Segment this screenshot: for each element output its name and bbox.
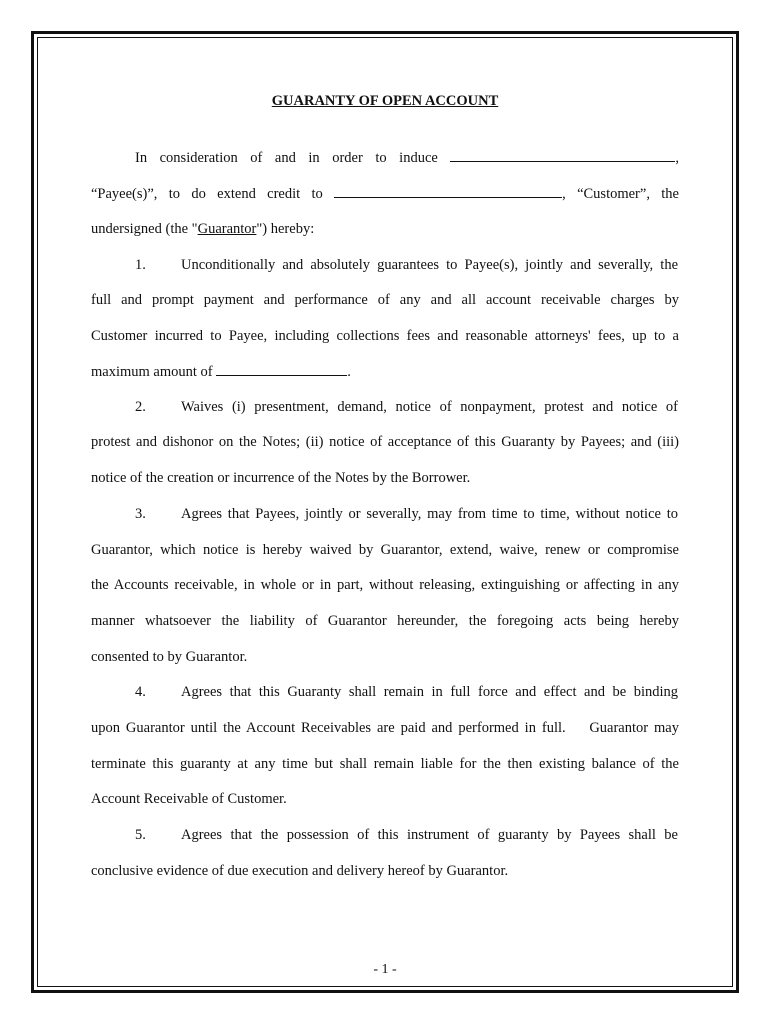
item-1-line-1: 1. Unconditionally and absolutely guarantees to Payee(s), jointly and severally, the — [135, 257, 678, 273]
item-3-line-5: consented to by Guarantor. — [91, 649, 248, 665]
item-number: 2. — [135, 399, 146, 415]
item-number: 3. — [135, 506, 146, 522]
maximum-amount-blank-field[interactable] — [216, 362, 347, 376]
intro-line-2: “Payee(s)”, to do extend credit to , “Customer”, the — [91, 186, 679, 202]
item-5-line-1: 5. Agrees that the possession of this instrument of guaranty by Payees shall be — [135, 827, 678, 843]
item-1-line-3: Customer incurred to Payee, including collections fees and reasonable attorneys' fees, up to a — [91, 328, 679, 344]
document-title: GUARANTY OF OPEN ACCOUNT — [271, 93, 499, 109]
item-2-line-3: notice of the creation or incurrence of the Notes by the Borrower. — [91, 470, 471, 486]
customer-blank-field[interactable] — [334, 184, 562, 198]
item-3-line-4: manner whatsoever the liability of Guarantor hereunder, the foregoing acts being hereby — [91, 613, 679, 629]
item-number: 1. — [135, 257, 146, 273]
item-3-line-1: 3. Agrees that Payees, jointly or severally, may from time to time, without notice to — [135, 506, 678, 522]
item-1-line-2: full and prompt payment and performance of any and all account receivable charges by — [91, 292, 679, 308]
item-4-line-4: Account Receivable of Customer. — [91, 791, 287, 807]
item-2-line-1: 2. Waives (i) presentment, demand, notice of nonpayment, protest and notice of — [135, 399, 678, 415]
item-4-line-3: terminate this guaranty at any time but shall remain liable for the then existing balance of the — [91, 756, 679, 772]
item-4-line-2: upon Guarantor until the Account Receivables are paid and performed in full. Guarantor may — [91, 720, 679, 736]
item-1-line-4: maximum amount of . — [91, 364, 351, 380]
item-3-line-3: the Accounts receivable, in whole or in part, without releasing, extinguishing or affecting in any — [91, 577, 679, 593]
item-2-line-2: protest and dishonor on the Notes; (ii) notice of acceptance of this Guaranty by Payees; and (iii) — [91, 434, 679, 450]
item-3-line-2: Guarantor, which notice is hereby waived by Guarantor, extend, waive, renew or compromise — [91, 542, 679, 558]
intro-line-3: undersigned (the "Guarantor") hereby: — [91, 221, 315, 237]
payee-blank-field[interactable] — [450, 148, 675, 162]
intro-line-1: In consideration of and in order to induce , — [135, 150, 679, 166]
guarantor-defined-term: Guarantor — [197, 221, 257, 237]
item-number: 5. — [135, 827, 146, 843]
item-4-line-1: 4. Agrees that this Guaranty shall remain in full force and effect and be binding — [135, 684, 678, 700]
page-number: - 1 - — [373, 962, 397, 977]
item-5-line-2: conclusive evidence of due execution and delivery hereof by Guarantor. — [91, 863, 509, 879]
item-number: 4. — [135, 684, 146, 700]
